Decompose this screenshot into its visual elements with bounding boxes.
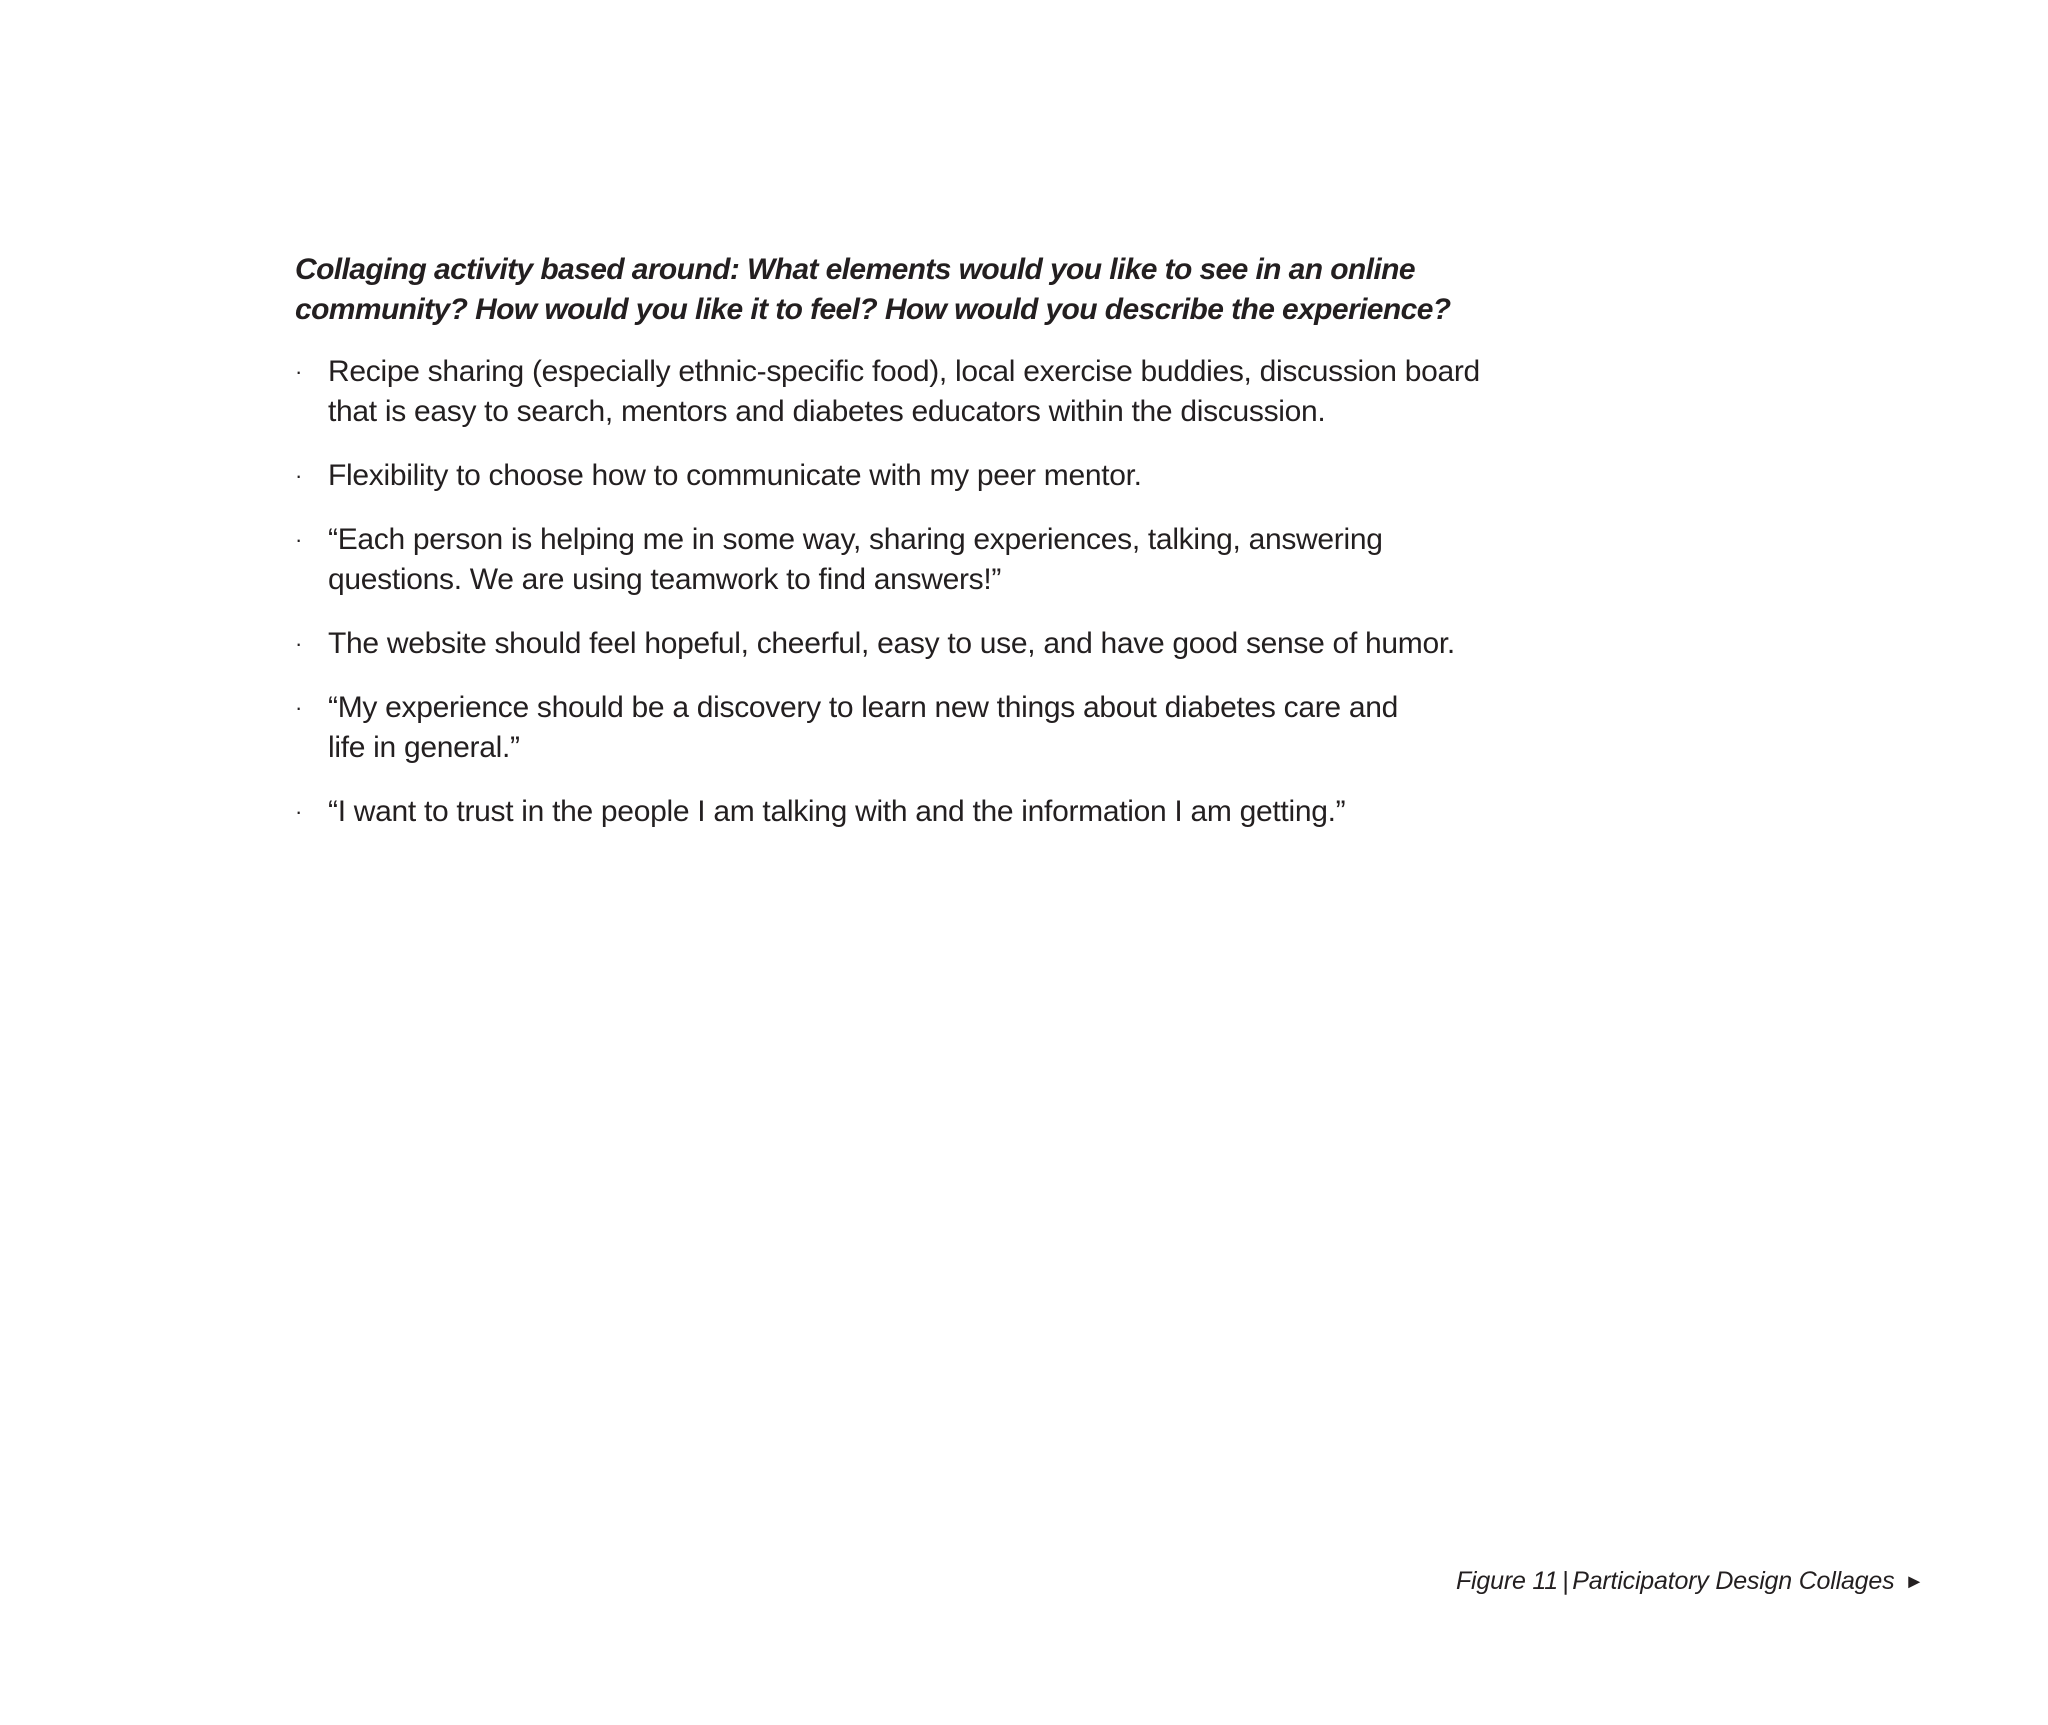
list-item-line-2: life in general.” — [328, 731, 520, 764]
list-item — [295, 520, 1595, 600]
list-item-line-1: “My experience should be a discovery to learn new things about diabetes care and — [328, 691, 1398, 724]
list-item — [295, 624, 1595, 664]
figure-caption — [1456, 1564, 1924, 1599]
list-item — [295, 352, 1595, 432]
prompt-heading — [295, 250, 1595, 330]
bullet-dot-icon: · — [295, 359, 303, 384]
caption-separator: | — [1561, 1567, 1569, 1595]
figure-label: Figure 11 — [1455, 1567, 1558, 1595]
bullet-dot-icon: · — [295, 463, 303, 488]
list-item-line-1: “Each person is helping me in some way, sharing experiences, talking, answering — [328, 523, 1383, 556]
prompt-line-2: community? How would you like it to feel? How would you describe the experience? — [295, 293, 1451, 326]
list-item-line-2: that is easy to search, mentors and diabetes educators within the discussion. — [328, 395, 1326, 428]
list-item — [295, 456, 1595, 496]
page-content — [295, 250, 1595, 856]
bullet-dot-icon: · — [295, 631, 303, 656]
bullet-dot-icon: · — [295, 799, 303, 824]
bullet-list — [295, 352, 1595, 832]
prompt-line-1: Collaging activity based around: What elements would you like to see in an online — [295, 253, 1415, 286]
list-item-line-1: “I want to trust in the people I am talking with and the information I am getting.” — [328, 795, 1346, 828]
list-item — [295, 792, 1595, 832]
next-arrow-icon[interactable]: ► — [1904, 1571, 1924, 1593]
list-item-line-1: The website should feel hopeful, cheerful, easy to use, and have good sense of humor. — [328, 627, 1455, 660]
list-item — [295, 688, 1595, 768]
list-item-line-2: questions. We are using teamwork to find answers!” — [328, 563, 1002, 596]
list-item-line-1: Recipe sharing (especially ethnic-specific food), local exercise buddies, discussion board — [328, 355, 1480, 388]
figure-title: Participatory Design Collages — [1572, 1567, 1895, 1595]
bullet-dot-icon: · — [295, 695, 303, 720]
list-item-line-1: Flexibility to choose how to communicate with my peer mentor. — [328, 459, 1142, 492]
bullet-dot-icon: · — [295, 527, 303, 552]
